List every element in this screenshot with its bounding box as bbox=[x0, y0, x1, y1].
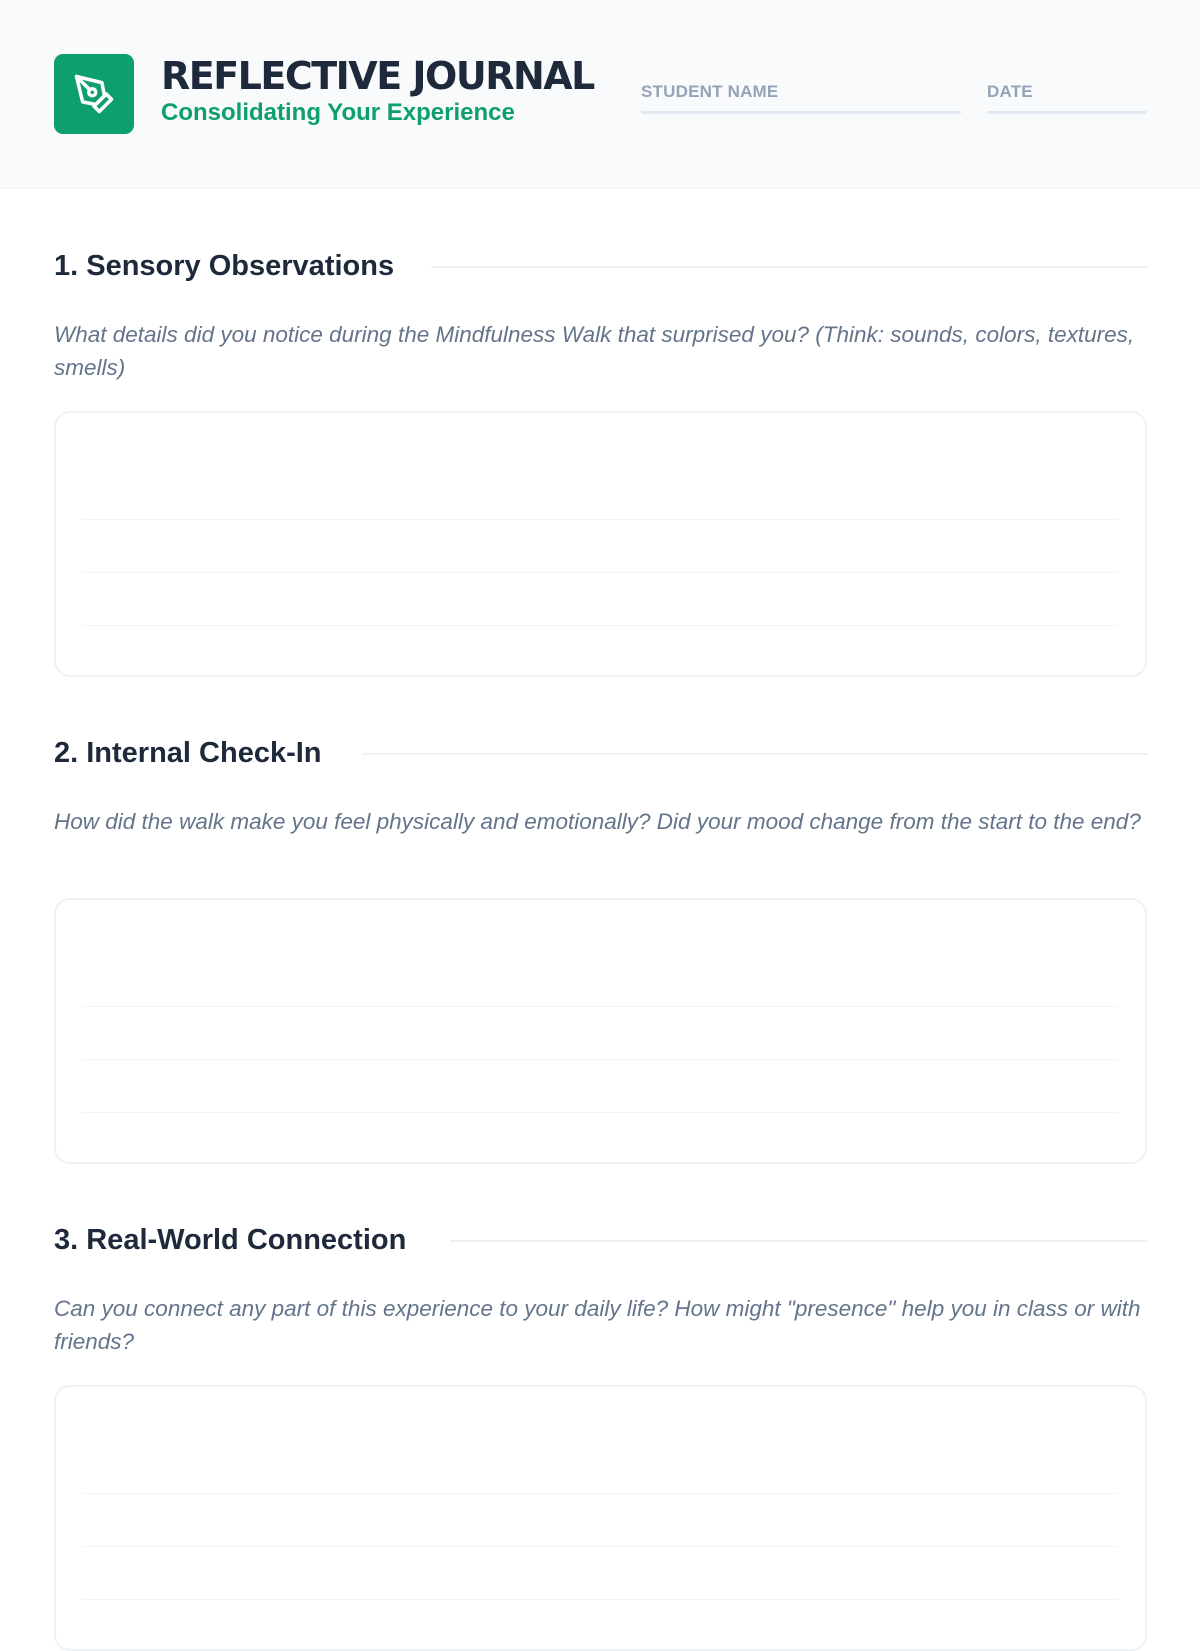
page-subtitle: Consolidating Your Experience bbox=[161, 99, 515, 126]
section-prompt-real-world: Can you connect any part of this experience to your daily life? How might "presence" help you in class or with friends? bbox=[54, 1296, 1141, 1354]
student-name-label: STUDENT NAME bbox=[641, 82, 779, 101]
section-title-sensory: 1. Sensory Observations bbox=[54, 250, 395, 282]
page-title: REFLECTIVE JOURNAL bbox=[161, 54, 594, 98]
student-name-field[interactable] bbox=[641, 111, 961, 114]
writing-line bbox=[83, 1112, 1118, 1113]
section-title-real-world: 3. Real-World Connection bbox=[54, 1224, 407, 1256]
answer-box-real-world[interactable] bbox=[54, 1385, 1147, 1651]
date-field[interactable] bbox=[987, 111, 1147, 114]
answer-box-internal[interactable] bbox=[54, 898, 1147, 1164]
writing-line bbox=[83, 1059, 1118, 1060]
section-divider bbox=[362, 753, 1148, 755]
writing-line bbox=[83, 519, 1118, 520]
section-title-internal: 2. Internal Check-In bbox=[54, 737, 322, 769]
logo-badge bbox=[54, 54, 134, 134]
section-divider bbox=[450, 1240, 1148, 1242]
writing-line bbox=[83, 1493, 1118, 1494]
section-prompt-sensory: What details did you notice during the Mindfulness Walk that surprised you? (Think: sounds, colors, textures, smells) bbox=[54, 322, 1135, 380]
section-prompt-internal: How did the walk make you feel physically and emotionally? Did your mood change from the start to the end? bbox=[54, 809, 1141, 834]
journal-header bbox=[0, 0, 1200, 189]
answer-box-sensory[interactable] bbox=[54, 411, 1147, 677]
writing-line bbox=[83, 1006, 1118, 1007]
section-divider bbox=[431, 266, 1148, 268]
writing-line bbox=[83, 1546, 1118, 1547]
writing-line bbox=[83, 572, 1118, 573]
writing-line bbox=[83, 625, 1118, 626]
date-label: DATE bbox=[987, 82, 1033, 101]
pen-nib-icon bbox=[73, 73, 115, 115]
